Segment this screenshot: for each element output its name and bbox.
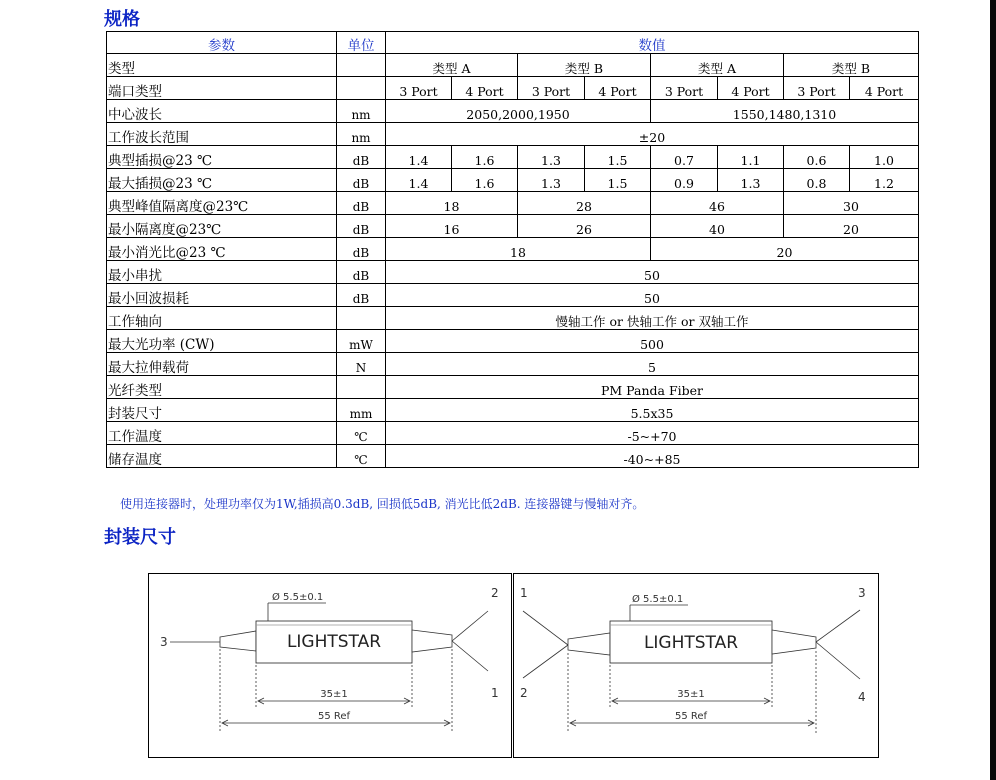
- port-cell: 4 Port: [718, 77, 784, 100]
- value-cell: 18: [386, 238, 651, 261]
- right-port-3: 3: [858, 586, 866, 600]
- value-cell: 1.5: [585, 146, 651, 169]
- left-diameter: Ø 5.5±0.1: [272, 592, 324, 603]
- unit-cell: N: [337, 353, 386, 376]
- unit-cell: dB: [337, 169, 386, 192]
- row-label: 最大插损@23 ℃: [107, 169, 337, 192]
- unit-cell: dB: [337, 192, 386, 215]
- spec-heading: 规格: [104, 9, 140, 30]
- value-cell: 500: [386, 330, 919, 353]
- value-cell: 5.5x35: [386, 399, 919, 422]
- value-cell: PM Panda Fiber: [386, 376, 919, 399]
- right-port-4: 4: [858, 690, 866, 704]
- table-row: [107, 100, 919, 123]
- value-cell: 20: [651, 238, 919, 261]
- unit-cell: dB: [337, 215, 386, 238]
- right-brand: LIGHTSTAR: [643, 633, 739, 653]
- row-label: 最小隔离度@23℃: [107, 215, 337, 238]
- left-brand: LIGHTSTAR: [286, 632, 382, 652]
- row-label: 最小回波损耗: [107, 284, 337, 307]
- table-row: [107, 77, 919, 100]
- value-cell: 28: [518, 192, 651, 215]
- value-cell: 46: [651, 192, 784, 215]
- type-cell: 类型 A: [651, 54, 784, 77]
- left-port-2: 2: [491, 586, 499, 600]
- table-row: [107, 192, 919, 215]
- value-cell: 1.3: [718, 169, 784, 192]
- value-cell: 1.0: [850, 146, 919, 169]
- left-total: 55 Ref: [317, 711, 351, 722]
- row-label: 典型插损@23 ℃: [107, 146, 337, 169]
- type-cell: 类型 B: [518, 54, 651, 77]
- value-cell: -40~+85: [386, 445, 919, 468]
- spec-table: [106, 31, 919, 468]
- unit-cell: dB: [337, 146, 386, 169]
- table-row: [107, 445, 919, 468]
- value-cell: 1.4: [386, 146, 452, 169]
- unit-cell: mW: [337, 330, 386, 353]
- table-row: [107, 422, 919, 445]
- value-cell: 1.3: [518, 146, 585, 169]
- table-row: [107, 123, 919, 146]
- table-row: [107, 238, 919, 261]
- table-row: [107, 169, 919, 192]
- unit-cell: dB: [337, 238, 386, 261]
- row-label: 类型: [107, 54, 337, 77]
- unit-cell: mm: [337, 399, 386, 422]
- row-label: 最大拉伸载荷: [107, 353, 337, 376]
- port-cell: 4 Port: [850, 77, 919, 100]
- value-cell: 慢轴工作 or 快轴工作 or 双轴工作: [386, 307, 919, 330]
- port-cell: 3 Port: [386, 77, 452, 100]
- row-label: 中心波长: [107, 100, 337, 123]
- scrollbar[interactable]: [990, 0, 996, 780]
- table-row: [107, 330, 919, 353]
- right-length: 35±1: [677, 689, 705, 700]
- port-cell: 4 Port: [452, 77, 518, 100]
- left-frame: [149, 574, 512, 758]
- port-cell: 3 Port: [518, 77, 585, 100]
- value-cell: 1.3: [518, 169, 585, 192]
- table-row: [107, 307, 919, 330]
- left-port-1: 1: [491, 686, 499, 700]
- table-row: [107, 399, 919, 422]
- value-cell: 0.9: [651, 169, 718, 192]
- row-label: 封装尺寸: [107, 399, 337, 422]
- value-cell: 1.6: [452, 169, 518, 192]
- table-row: [107, 376, 919, 399]
- left-length: 35±1: [320, 689, 348, 700]
- header-unit: 单位: [337, 32, 386, 54]
- row-label: 最小串扰: [107, 261, 337, 284]
- unit-cell: [337, 307, 386, 330]
- value-cell: 1.5: [585, 169, 651, 192]
- connector-note: 使用连接器时，处理功率仅为1W,插损高0.3dB, 回损低5dB, 消光比低2dB. 连接器键与慢轴对齐。: [120, 497, 645, 511]
- unit-cell: [337, 376, 386, 399]
- value-cell: 1.1: [718, 146, 784, 169]
- value-cell: 16: [386, 215, 518, 238]
- value-cell: 26: [518, 215, 651, 238]
- port-cell: 3 Port: [651, 77, 718, 100]
- row-label: 端口类型: [107, 77, 337, 100]
- value-cell: 18: [386, 192, 518, 215]
- value-cell: 1.4: [386, 169, 452, 192]
- table-row: [107, 215, 919, 238]
- type-cell: 类型 B: [784, 54, 919, 77]
- row-label: 最大光功率 (CW): [107, 330, 337, 353]
- value-cell: 50: [386, 284, 919, 307]
- value-cell: 1.6: [452, 146, 518, 169]
- unit-cell: dB: [337, 284, 386, 307]
- value-cell: 1550,1480,1310: [651, 100, 919, 123]
- value-cell: 0.6: [784, 146, 850, 169]
- table-row: [107, 353, 919, 376]
- value-cell: 2050,2000,1950: [386, 100, 651, 123]
- left-port-3: 3: [160, 635, 168, 649]
- port-cell: 3 Port: [784, 77, 850, 100]
- package-heading: 封装尺寸: [104, 527, 176, 548]
- unit-cell: ℃: [337, 422, 386, 445]
- value-cell: 20: [784, 215, 919, 238]
- value-cell: 0.8: [784, 169, 850, 192]
- right-total: 55 Ref: [674, 711, 708, 722]
- header-param: 参数: [107, 32, 337, 54]
- row-label: 储存温度: [107, 445, 337, 468]
- table-row: [107, 146, 919, 169]
- unit-cell: nm: [337, 100, 386, 123]
- port-cell: 4 Port: [585, 77, 651, 100]
- right-port-1: 1: [520, 586, 528, 600]
- unit-cell: nm: [337, 123, 386, 146]
- table-row: [107, 54, 919, 77]
- table-row: [107, 261, 919, 284]
- right-diameter: Ø 5.5±0.1: [632, 594, 684, 605]
- drawing-svg: [148, 573, 879, 758]
- value-cell: 30: [784, 192, 919, 215]
- value-cell: 50: [386, 261, 919, 284]
- row-label: 工作轴向: [107, 307, 337, 330]
- row-label: 光纤类型: [107, 376, 337, 399]
- row-label: 工作波长范围: [107, 123, 337, 146]
- table-header-row: [107, 32, 919, 54]
- type-cell: 类型 A: [386, 54, 518, 77]
- row-label: 典型峰值隔离度@23℃: [107, 192, 337, 215]
- value-cell: 5: [386, 353, 919, 376]
- unit-cell: ℃: [337, 445, 386, 468]
- value-cell: 0.7: [651, 146, 718, 169]
- value-cell: -5~+70: [386, 422, 919, 445]
- unit-cell: dB: [337, 261, 386, 284]
- value-cell: 1.2: [850, 169, 919, 192]
- header-value: 数值: [386, 32, 919, 54]
- value-cell: 40: [651, 215, 784, 238]
- value-cell: ±20: [386, 123, 919, 146]
- package-drawing: [148, 573, 879, 758]
- row-label: 最小消光比@23 ℃: [107, 238, 337, 261]
- table-row: [107, 284, 919, 307]
- right-port-2: 2: [520, 686, 528, 700]
- row-label: 工作温度: [107, 422, 337, 445]
